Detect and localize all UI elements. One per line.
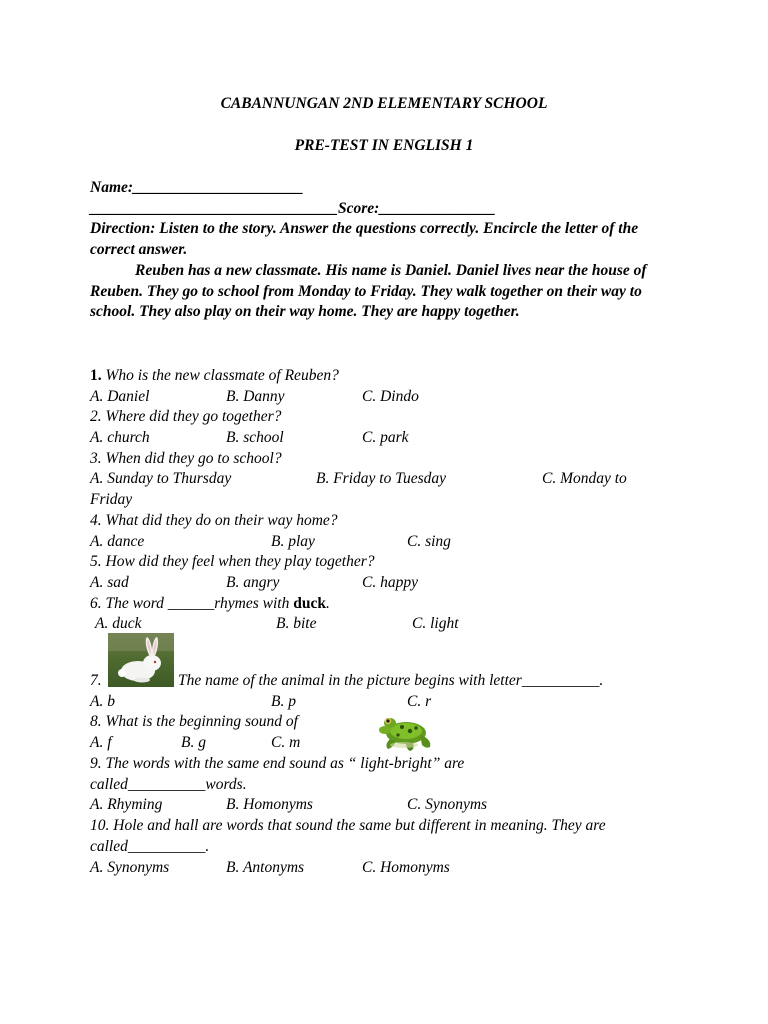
choice-b[interactable]: B. g — [181, 734, 206, 751]
choice-a[interactable]: A. b — [90, 693, 115, 710]
choice-b[interactable]: B. bite — [276, 615, 317, 632]
question-4 — [90, 511, 338, 531]
question-text: Hole and hall are words that sound the same but different in meaning. They are called__________. — [90, 817, 606, 855]
choice-a[interactable]: A. sad — [90, 574, 129, 591]
frog-picture — [376, 709, 436, 753]
score-field: ________________________________Score:_______________ — [90, 200, 496, 217]
choice-c[interactable]: C. sing — [407, 533, 451, 550]
question-5 — [90, 552, 375, 572]
choice-c[interactable]: C. happy — [362, 574, 418, 591]
choice-b[interactable]: B. p — [271, 693, 296, 710]
choice-c[interactable]: C. Monday to — [542, 470, 627, 487]
name-field: Name:______________________ — [90, 179, 304, 196]
choice-a[interactable]: A. Daniel — [90, 388, 150, 405]
choice-a[interactable]: A. Synonyms — [90, 859, 170, 876]
question-text: What did they do on their way home? — [101, 512, 338, 529]
rhyme-word: duck — [293, 595, 326, 612]
question-text: Where did they go together? — [101, 408, 282, 425]
story-paragraph: Reuben has a new classmate. His name is Daniel. Daniel lives near the house of Reuben. They go to school from Monday to Friday. They walk together on their way to school. They also play on their way home. They are happy together. — [90, 262, 647, 321]
choice-c[interactable]: C. r — [407, 693, 432, 710]
school-name: CABANNUNGAN 2ND ELEMENTARY SCHOOL — [220, 95, 548, 112]
question-10 — [90, 816, 685, 857]
question-number: 8. — [90, 713, 102, 730]
question-8 — [90, 712, 298, 732]
choice-a[interactable]: A. church — [90, 429, 150, 446]
choice-b[interactable]: B. angry — [226, 574, 280, 591]
choice-c[interactable]: C. Homonyms — [362, 859, 450, 876]
question-9 — [90, 754, 550, 795]
direction-text: Direction: Listen to the story. Answer the questions correctly. Encircle the letter of the correct answer. — [90, 220, 639, 258]
choice-c[interactable]: C. light — [412, 615, 459, 632]
question-number: 7. — [90, 672, 102, 689]
question-text: Who is the new classmate of Reuben? — [101, 367, 339, 384]
question-text: The words with the same end sound as “ light-bright” are called__________words. — [90, 755, 465, 793]
question-number: 9. — [90, 755, 102, 772]
question-number: 2. — [90, 408, 102, 425]
question-6 — [90, 594, 330, 614]
choice-a[interactable]: A. dance — [90, 533, 145, 550]
question-number: 1. — [90, 367, 102, 384]
rabbit-picture — [108, 633, 174, 687]
choice-c[interactable]: C. Synonyms — [407, 796, 488, 813]
question-text: When did they go to school? — [101, 450, 282, 467]
question-text-end: . — [325, 595, 330, 612]
question-number: 4. — [90, 512, 102, 529]
choice-b[interactable]: B. Friday to Tuesday — [316, 470, 447, 487]
choice-a[interactable]: A. duck — [95, 615, 142, 632]
question-text: The word ______rhymes with — [101, 595, 294, 612]
question-number: 10. — [90, 817, 110, 834]
choice-b[interactable]: B. Danny — [226, 388, 285, 405]
choice-c[interactable]: C. park — [362, 429, 409, 446]
choice-b[interactable]: B. school — [226, 429, 284, 446]
choice-a[interactable]: A. f — [90, 734, 112, 751]
choice-c-continued[interactable]: Friday — [90, 491, 133, 508]
choice-b[interactable]: B. Antonyms — [226, 859, 305, 876]
question-text: What is the beginning sound of — [101, 713, 298, 730]
question-2 — [90, 407, 281, 427]
question-1 — [90, 366, 339, 386]
choice-b[interactable]: B. play — [271, 533, 315, 550]
choice-b[interactable]: B. Homonyms — [226, 796, 313, 813]
choice-a[interactable]: A. Rhyming — [90, 796, 163, 813]
choice-a[interactable]: A. Sunday to Thursday — [90, 470, 232, 487]
question-text: How did they feel when they play together? — [101, 553, 375, 570]
choice-c[interactable]: C. m — [271, 734, 301, 751]
question-number: 3. — [90, 450, 102, 467]
test-title: PRE-TEST IN ENGLISH 1 — [294, 137, 474, 154]
question-3 — [90, 449, 282, 469]
choice-c[interactable]: C. Dindo — [362, 388, 419, 405]
question-text: The name of the animal in the picture begins with letter__________. — [178, 672, 604, 689]
question-7 — [90, 671, 102, 691]
question-number: 5. — [90, 553, 102, 570]
question-number: 6. — [90, 595, 102, 612]
